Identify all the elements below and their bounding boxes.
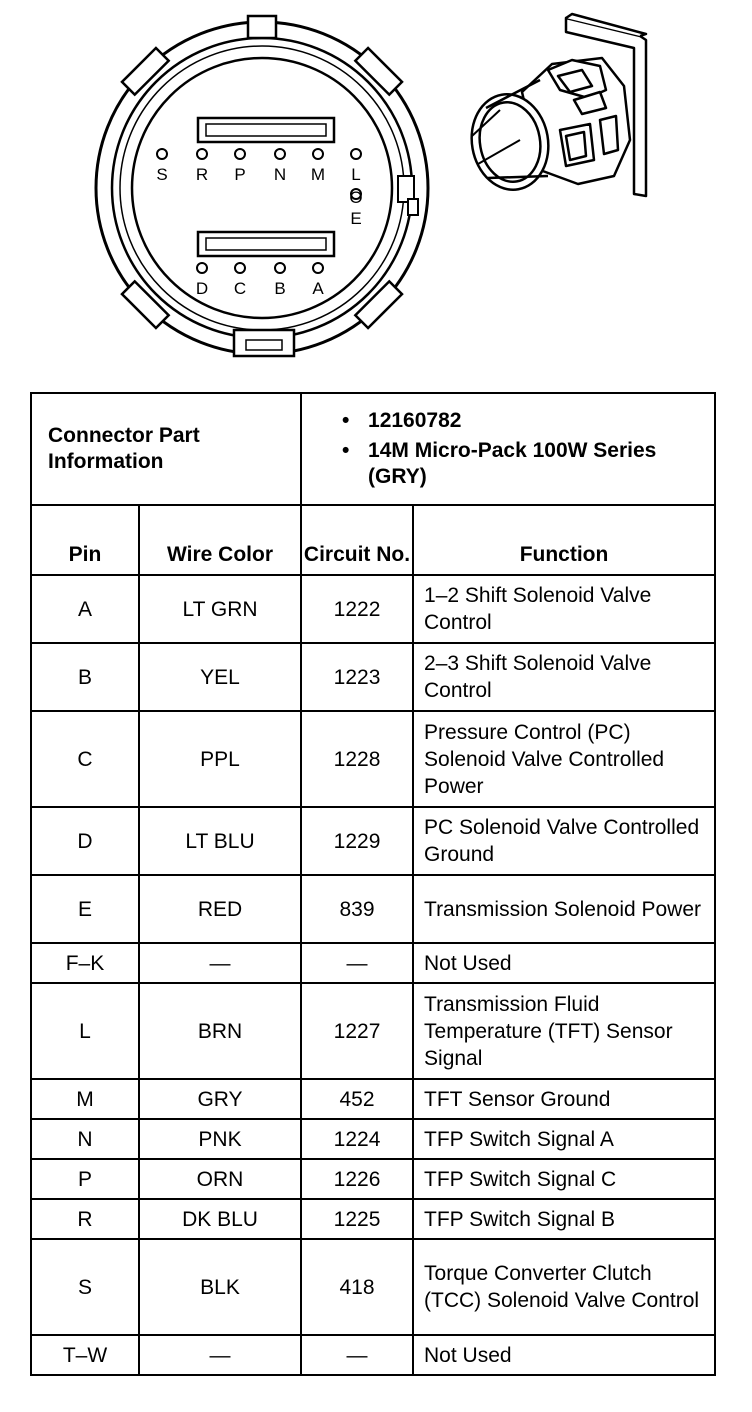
table-row [31, 1335, 715, 1375]
wire-color-cell: — [139, 1335, 301, 1375]
function-cell: Not Used [413, 1335, 715, 1375]
table-row [31, 1119, 715, 1159]
circuit-cell: 1229 [301, 807, 413, 875]
function-cell: PC Solenoid Valve Controlled Ground [413, 807, 715, 875]
table-row [31, 711, 715, 807]
wire-color-cell: PPL [139, 711, 301, 807]
pin-cell: M [31, 1079, 139, 1119]
wire-color-cell: DK BLU [139, 1199, 301, 1239]
connector-face-view [96, 16, 428, 356]
table-row [31, 1159, 715, 1199]
wire-color-cell: LT GRN [139, 575, 301, 643]
circuit-cell: 1225 [301, 1199, 413, 1239]
part-number-text: 12160782 [368, 409, 462, 432]
table-row [31, 875, 715, 943]
connector-part-info-label [31, 393, 301, 505]
pin-label-s: S [156, 165, 168, 184]
table-row [31, 1199, 715, 1239]
function-cell: Torque Converter Clutch (TCC) Solenoid Valve Control [413, 1239, 715, 1335]
pin-label-l: L [351, 165, 361, 184]
pin-label-c: C [233, 279, 247, 298]
table-row [31, 943, 715, 983]
function-cell: Pressure Control (PC) Solenoid Valve Controlled Power [413, 711, 715, 807]
circuit-cell: 839 [301, 875, 413, 943]
column-header-function: Function [413, 505, 715, 575]
pin-label-a: A [312, 279, 324, 298]
pin-label-o: O [349, 188, 363, 207]
circuit-cell: — [301, 1335, 413, 1375]
part-info-label-text: Connector Part Information [48, 424, 200, 473]
function-cell: Transmission Fluid Temperature (TFT) Sensor Signal [413, 983, 715, 1079]
part-info-row [31, 393, 715, 505]
pin-label-n: N [273, 165, 287, 184]
wire-color-cell: PNK [139, 1119, 301, 1159]
connector-part-info-values [301, 393, 715, 505]
wire-color-cell: ORN [139, 1159, 301, 1199]
function-cell: 2–3 Shift Solenoid Valve Control [413, 643, 715, 711]
function-cell: TFT Sensor Ground [413, 1079, 715, 1119]
pin-cell: B [31, 643, 139, 711]
table-row [31, 807, 715, 875]
pin-label-m: M [310, 165, 326, 184]
circuit-cell: 1228 [301, 711, 413, 807]
connector-pinout-table [30, 392, 716, 1376]
pin-cell: E [31, 875, 139, 943]
wire-color-cell: — [139, 943, 301, 983]
pin-label-p: P [234, 165, 246, 184]
function-cell: TFP Switch Signal B [413, 1199, 715, 1239]
wire-color-cell: GRY [139, 1079, 301, 1119]
wire-color-cell: YEL [139, 643, 301, 711]
table-header-row [31, 505, 715, 575]
connector-drawing [0, 0, 752, 380]
column-header-circuit-no [301, 505, 413, 575]
pin-cell: S [31, 1239, 139, 1335]
pin-cell: N [31, 1119, 139, 1159]
pin-cell: A [31, 575, 139, 643]
circuit-cell: 1224 [301, 1119, 413, 1159]
function-cell: Transmission Solenoid Power [413, 875, 715, 943]
wire-color-cell: LT BLU [139, 807, 301, 875]
pin-cell: F–K [31, 943, 139, 983]
wire-color-cell: RED [139, 875, 301, 943]
connector-side-view [464, 14, 646, 196]
column-header-pin: Pin [31, 505, 139, 575]
table-row [31, 575, 715, 643]
circuit-header-text: Circuit No. [303, 543, 411, 566]
pin-cell: R [31, 1199, 139, 1239]
function-cell: TFP Switch Signal A [413, 1119, 715, 1159]
pin-cell: L [31, 983, 139, 1079]
part-number-item: • 12160782 [342, 409, 462, 432]
function-cell: TFP Switch Signal C [413, 1159, 715, 1199]
circuit-cell: — [301, 943, 413, 983]
connector-illustrations [0, 0, 752, 380]
pin-cell: P [31, 1159, 139, 1199]
pin-cell: T–W [31, 1335, 139, 1375]
circuit-cell: 452 [301, 1079, 413, 1119]
pin-label-b: B [274, 279, 286, 298]
pin-cell: C [31, 711, 139, 807]
circuit-cell: 1222 [301, 575, 413, 643]
pin-label-e: E [350, 209, 362, 228]
column-header-wire-color: Wire Color [139, 505, 301, 575]
circuit-cell: 1227 [301, 983, 413, 1079]
wire-color-cell: BLK [139, 1239, 301, 1335]
pin-cell: D [31, 807, 139, 875]
wire-color-cell: BRN [139, 983, 301, 1079]
function-cell: 1–2 Shift Solenoid Valve Control [413, 575, 715, 643]
table-row [31, 1079, 715, 1119]
circuit-cell: 418 [301, 1239, 413, 1335]
table-row [31, 983, 715, 1079]
circuit-cell: 1226 [301, 1159, 413, 1199]
pin-label-d: D [195, 279, 209, 298]
part-series-text: 14M Micro-Pack 100W Series (GRY) [368, 439, 657, 488]
table-row [31, 643, 715, 711]
table-row [31, 1239, 715, 1335]
pin-label-r: R [195, 165, 209, 184]
circuit-cell: 1223 [301, 643, 413, 711]
function-cell: Not Used [413, 943, 715, 983]
part-series-item: • 14M Micro-Pack 100W Series (GRY) [342, 439, 657, 488]
